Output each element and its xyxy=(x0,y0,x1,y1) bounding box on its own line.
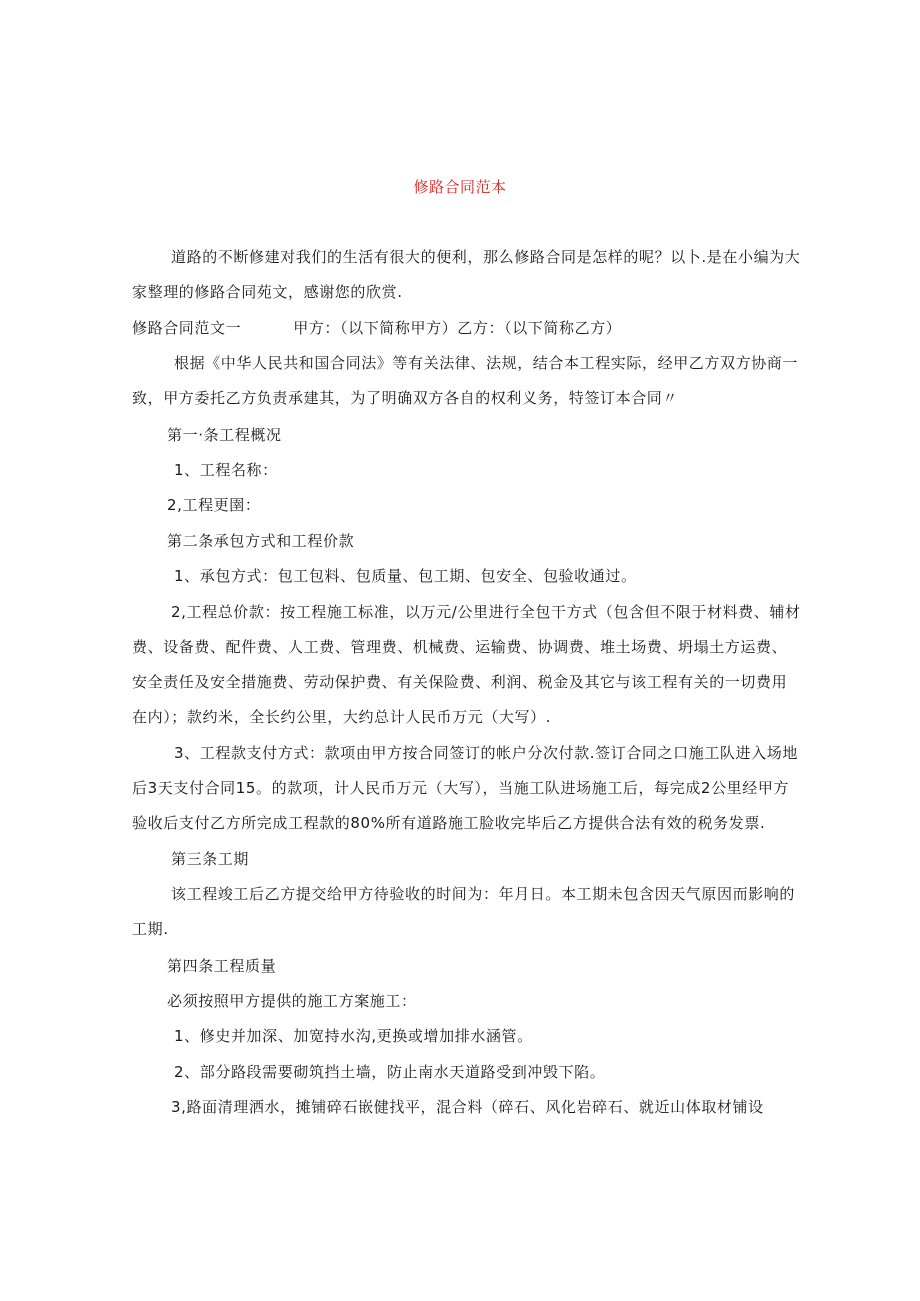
document-title: 修路合同范本 xyxy=(413,178,507,196)
section-heading: 第一·条工程概况 xyxy=(167,426,282,444)
contract-heading-row xyxy=(132,317,621,339)
paragraph-line: 家整理的修路合同苑文，感谢您的欣赏. xyxy=(132,283,403,301)
paragraph-line: 在内）；款约米，全长约公里，大约总计人民币万元（大写）. xyxy=(132,708,552,726)
section-heading: 第二条承包方式和工程价款 xyxy=(167,532,355,550)
clause-item: 3,路面清理洒水，摊铺碎石嵌健找平，混合料（碎石、风化岩碎石、就近山体取材铺设 xyxy=(171,1098,764,1116)
paragraph-line: 安全责任及安全措施费、劳动保护费、有关保险费、利润、税金及其它与该工程有关的一切费用 xyxy=(132,673,788,691)
clause-item: 该工程竣工后乙方提交给甲方待验收的时间为：年月日。本工期未包含因天气原因而影响的 xyxy=(171,885,796,903)
section-heading: 第三条工期 xyxy=(171,850,250,868)
clause-item: 2,工程总价款：按工程施工标准，以万元/公里进行全包干方式（包含但不限于材料费、辅材 xyxy=(171,603,801,621)
contract-sample-label: 修路合同范文一 xyxy=(132,319,242,337)
clause-item: 2,工程更圉： xyxy=(167,496,261,514)
clause-item: 必须按照甲方提供的施工方案施工： xyxy=(167,992,417,1010)
parties-label: 甲方：（以下简称甲方）乙方：（以下简称乙方） xyxy=(293,319,622,337)
clause-item: 1、工程名称： xyxy=(174,461,278,479)
paragraph-line: 道路的不断修建对我们的生活有很大的便利，那么修路合同是怎样的呢？以卜.是在小编为大 xyxy=(171,248,801,266)
paragraph-line: 费、设备费、配件费、人工费、管理费、机械费、运输费、协调费、堆土场费、坍塌土方运费、 xyxy=(132,638,788,656)
paragraph-line: 根据《中华人民共和国合同法》等有关法律、法规，结合本工程实际，经甲乙方双方协商一 xyxy=(174,354,799,372)
clause-item: 1、修史并加深、加宽持水沟,更换或增加排水涵管。 xyxy=(174,1027,533,1045)
paragraph-line: 工期. xyxy=(132,920,169,938)
paragraph-line: 验收后支付乙方所完成工程款的80%所有道路施工脸收完毕后乙方提供合法有效的税务发票. xyxy=(132,814,766,832)
paragraph-line: 后3天支付合同15。的款项，计人民币万元（大写），当施工队进场施工后，每完成2公里经甲方 xyxy=(132,779,790,797)
section-heading: 第四条工程质量 xyxy=(167,957,277,975)
paragraph-line: 致，甲方委托乙方负责承建其，为了明确双方各自的权利义务，特签订本合同〃 xyxy=(132,389,679,407)
clause-item: 1、承包方式：包工包料、包质量、包工期、包安全、包验收通过。 xyxy=(174,567,637,585)
clause-item: 2、部分路段需要砌筑挡土墙，防止南水天道路受到冲毁下陷。 xyxy=(174,1063,606,1081)
clause-item: 3、工程款支付方式：款项由甲方按合同签订的帐户分次付款.签订合同之口施工队进入场地 xyxy=(174,744,798,762)
